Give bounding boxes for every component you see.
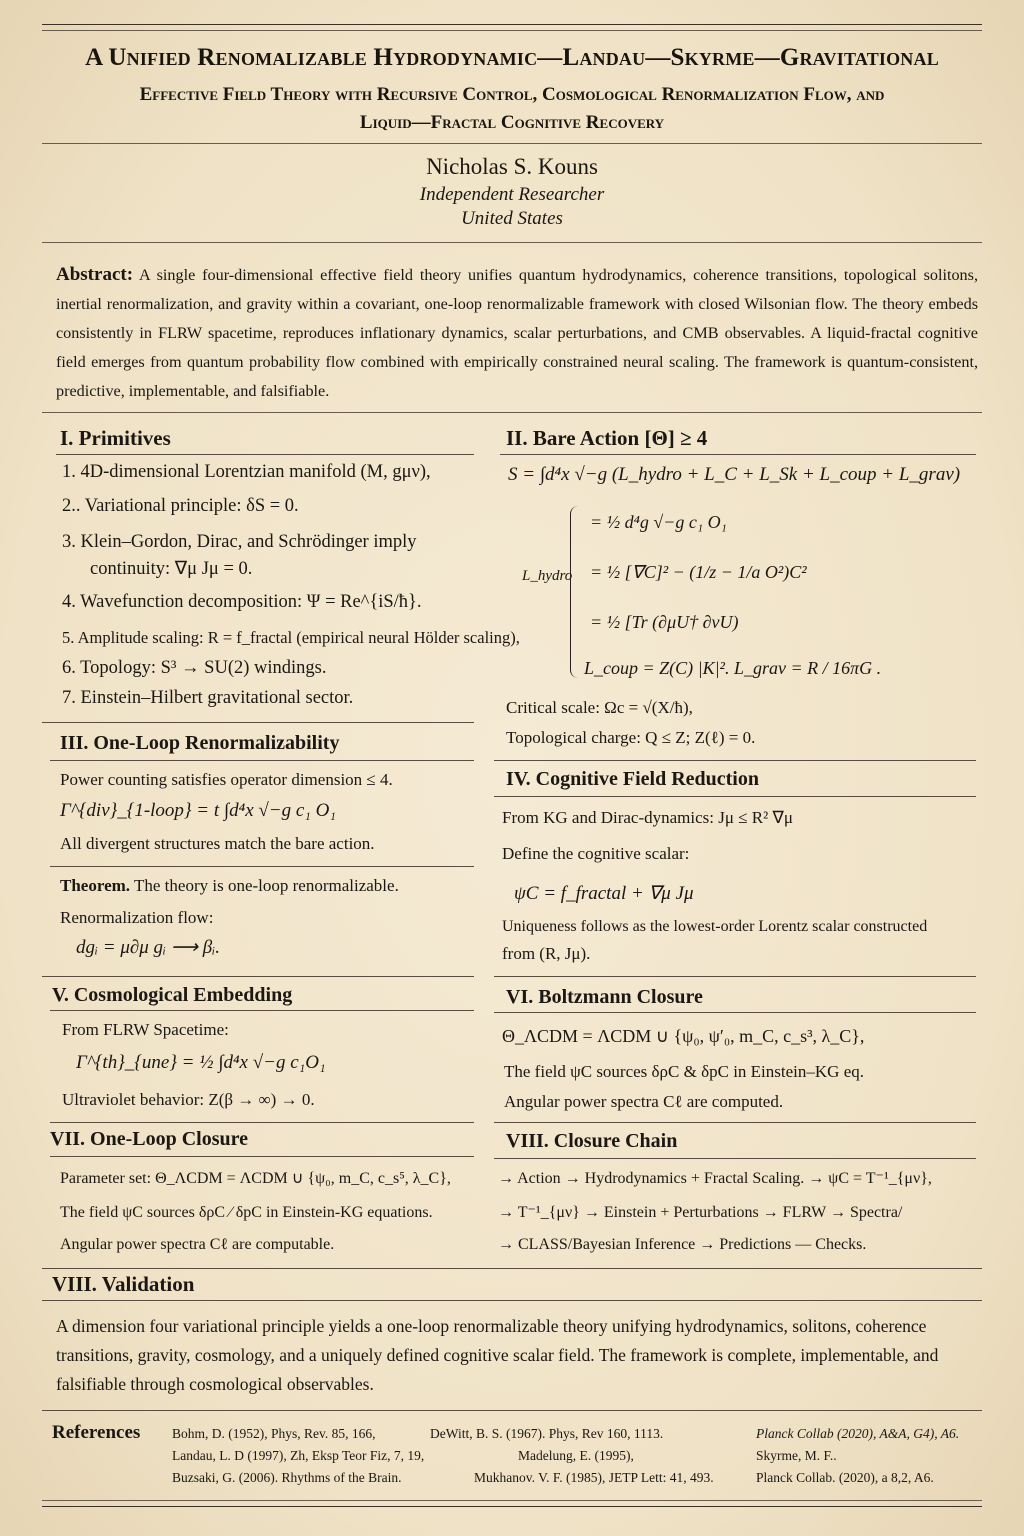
validation-text: A dimension four variational principle yields a one-loop renormalizable theory unifying hydrodynamics, solitons, coherence transitions, gravity, cosmology, and a uniquely defined cognitive scalar field. The framework is complete, implementable, and falsifiable through cosmological observables. — [56, 1316, 939, 1394]
validation-heading: VIII. Validation — [52, 1272, 195, 1296]
lagrangian-line: = ½ [Tr (∂μU† ∂νU) — [590, 612, 739, 632]
flow-label: Renormalization flow: — [60, 908, 214, 927]
lagrangian-line: = ½ [∇C]² − (1/z − 1/a O²)C² — [590, 562, 807, 582]
reference-item: Bohm, D. (1952), Phys, Rev. 85, 166, — [172, 1426, 376, 1441]
section-6-rule — [494, 1012, 976, 1013]
sec6-line: Angular power spectra Cℓ are computed. — [504, 1092, 784, 1111]
section-4-rule — [494, 796, 976, 797]
closure-chain-line: → CLASS/Bayesian Inference → Predictions — Checks. — [498, 1236, 867, 1253]
section-2-heading: II. Bare Action [Θ] ≥ 4 — [506, 426, 708, 450]
primitive-item: 5. Amplitude scaling: R = f_fractal (empirical neural Hölder scaling), — [62, 628, 520, 647]
reference-item: Landau, L. D (1997), Zh, Eksp Teor Fiz, 7, 19, — [172, 1448, 425, 1463]
abstract — [56, 260, 978, 406]
theorem-label: Theorem. — [60, 876, 131, 895]
references-top-rule — [42, 1410, 982, 1411]
validation-top-rule — [42, 1268, 982, 1269]
sec5-line: From FLRW Spacetime: — [62, 1020, 229, 1039]
section-5-bottom-rule — [50, 1122, 474, 1123]
lagrangian-brace — [570, 506, 585, 678]
reference-item: Buzsaki, G. (2006). Rhythms of the Brain. — [172, 1470, 402, 1485]
section-3-heading: III. One-Loop Renormalizability — [60, 732, 340, 754]
abstract-rule — [42, 412, 982, 413]
section-7-rule — [50, 1156, 474, 1157]
author-name: Nicholas S. Kouns — [426, 154, 598, 179]
primitive-item: continuity: ∇μ Jμ = 0. — [90, 559, 253, 579]
topological-charge: Topological charge: Q ≤ Z; Z(ℓ) = 0. — [506, 728, 756, 747]
section-6-heading: VI. Boltzmann Closure — [506, 986, 703, 1008]
section-4-heading: IV. Cognitive Field Reduction — [506, 768, 759, 790]
lagrangian-line: L_coup = Z(C) |K|². L_grav = R / 16πG . — [584, 658, 882, 678]
theorem-rule — [50, 866, 474, 867]
section-6-bottom-rule — [494, 1122, 976, 1123]
title-line-2: Effective Field Theory with Recursive Control, Cosmological Renormalization Flow, and — [139, 84, 885, 105]
section-1-rule — [56, 454, 474, 455]
top-rule — [42, 24, 982, 25]
section-5-heading: V. Cosmological Embedding — [52, 984, 293, 1006]
primitive-item: 2.. Variational principle: δS = 0. — [62, 496, 299, 516]
reference-item: Planck Collab (2020), A&A, G4), A6. — [756, 1426, 960, 1441]
section-5-rule — [50, 1010, 474, 1011]
primitive-item: 7. Einstein–Hilbert gravitational sector. — [62, 688, 354, 708]
section-1-heading: I. Primitives — [60, 426, 171, 450]
abstract-text: A single four-dimensional effective field theory unifies quantum hydrodynamics, coherence transitions, topological solitons, inertial renormalization, and gravity within a covariant, one-loop renormalizable framework with closed Wilsonian flow. The theory embeds consistently in FLRW spacetime, reproduces inflationary dynamics, scalar perturbations, and CMB observables. A liquid-fractal cognitive field emerges from quantum probability flow combined with empirically constrained neural scaling. The framework is quantum-consistent, predictive, implementable, and falsifiable. — [56, 266, 978, 400]
bare-action-equation: S = ∫d⁴x √−g (L_hydro + L_C + L_Sk + L_coup + L_grav) — [508, 464, 961, 485]
sec7-line: Angular power spectra Cℓ are computable. — [60, 1236, 335, 1253]
reference-item: Mukhanov. V. F. (1985), JETP Lett: 41, 493. — [474, 1470, 714, 1485]
primitive-item: 3. Klein–Gordon, Dirac, and Schrödinger imply — [62, 532, 417, 552]
critical-scale: Critical scale: Ωc = √(X/ħ), — [506, 698, 693, 717]
cognitive-scalar-equation: ψC = f_fractal + ∇μ Jμ — [514, 883, 694, 904]
sec5-line: Ultraviolet behavior: Z(β → ∞) → 0. — [62, 1090, 315, 1109]
author-rule — [42, 242, 982, 243]
section-3-rule — [50, 760, 474, 761]
top-rule-inner — [42, 30, 982, 31]
section-7-heading: VII. One-Loop Closure — [50, 1128, 248, 1150]
sec7-line: The field ψC sources δρC ∕ δpC in Einstein-KG equations. — [60, 1204, 433, 1221]
author-affiliation: Independent Researcher — [419, 184, 605, 205]
section-4-top-rule — [494, 760, 976, 761]
title-line-3: Liquid—Fractal Cognitive Recovery — [359, 112, 665, 133]
sec4-line: From KG and Dirac-dynamics: Jμ ≤ R² ∇μ — [502, 808, 793, 827]
flow-equation: dgᵢ = μ∂μ gᵢ ⟶ βᵢ. — [76, 937, 221, 958]
section-2-rule — [500, 454, 976, 455]
theorem-text: The theory is one-loop renormalizable. — [134, 876, 399, 895]
sec3-line: All divergent structures match the bare action. — [60, 834, 375, 853]
sec6-line: Θ_ΛCDM = ΛCDM ∪ {ψ₀, ψ′₀, m_C, c_s³, λ_C}, — [502, 1026, 865, 1046]
sec5-equation: Γ^{th}_{une} = ½ ∫d⁴x √−g c₁O₁ — [76, 1052, 326, 1073]
lagrangian-line: = ½ d⁴g √−g c₁ O₁ — [590, 512, 727, 532]
sec3-line: Power counting satisfies operator dimension ≤ 4. — [60, 770, 393, 789]
bottom-rule-inner — [42, 1500, 982, 1501]
section-6-top-rule — [494, 976, 976, 977]
references-heading: References — [52, 1422, 141, 1443]
primitive-item: 4. Wavefunction decomposition: Ψ = Re^{iS/ħ}. — [62, 592, 422, 612]
sec7-line: Parameter set: Θ_ΛCDM = ΛCDM ∪ {ψ₀, m_C, c_s⁵, λ_C}, — [60, 1170, 451, 1187]
primitive-item: 1. 4D-dimensional Lorentzian manifold (M, gμν), — [62, 462, 431, 482]
sec4-line: from (R, Jμ). — [502, 944, 591, 963]
author-country: United States — [461, 208, 563, 229]
reference-item: Skyrme, M. F.. — [756, 1448, 837, 1463]
reference-item: Planck Collab. (2020), a 8,2, A6. — [756, 1470, 934, 1485]
sec6-line: The field ψC sources δρC & δpC in Einstein–KG eq. — [504, 1062, 864, 1081]
closure-chain-line: → T⁻¹_{μν} → Einstein + Perturbations → FLRW → Spectra/ — [498, 1204, 903, 1221]
sec4-line: Define the cognitive scalar: — [502, 844, 690, 863]
closure-chain-line: → Action → Hydrodynamics + Fractal Scaling. → ψC = T⁻¹_{μν}, — [498, 1170, 932, 1187]
reference-item: DeWitt, B. S. (1967). Phys, Rev 160, 1113. — [430, 1426, 664, 1441]
bottom-rule — [42, 1506, 982, 1507]
section-8-heading: VIII. Closure Chain — [506, 1130, 678, 1152]
section-3-top-rule — [42, 722, 474, 723]
sec4-line: Uniqueness follows as the lowest-order Lorentz scalar constructed — [502, 918, 928, 935]
sec3-equation: Γ^{div}_{1-loop} = t ∫d⁴x √−g c₁ O₁ — [60, 800, 336, 821]
section-8-rule — [494, 1158, 976, 1159]
abstract-label: Abstract: — [56, 264, 134, 285]
title-rule — [42, 143, 982, 144]
reference-item: Madelung, E. (1995), — [518, 1448, 634, 1463]
lagrangian-label: L_hydro — [522, 568, 573, 584]
section-5-top-rule — [42, 976, 474, 977]
validation-rule — [42, 1300, 982, 1301]
primitive-item: 6. Topology: S³ → SU(2) windings. — [62, 658, 327, 678]
title-line-1: A Unified Renomalizable Hydrodynamic—Landau—Skyrme—Gravitational — [85, 44, 939, 71]
